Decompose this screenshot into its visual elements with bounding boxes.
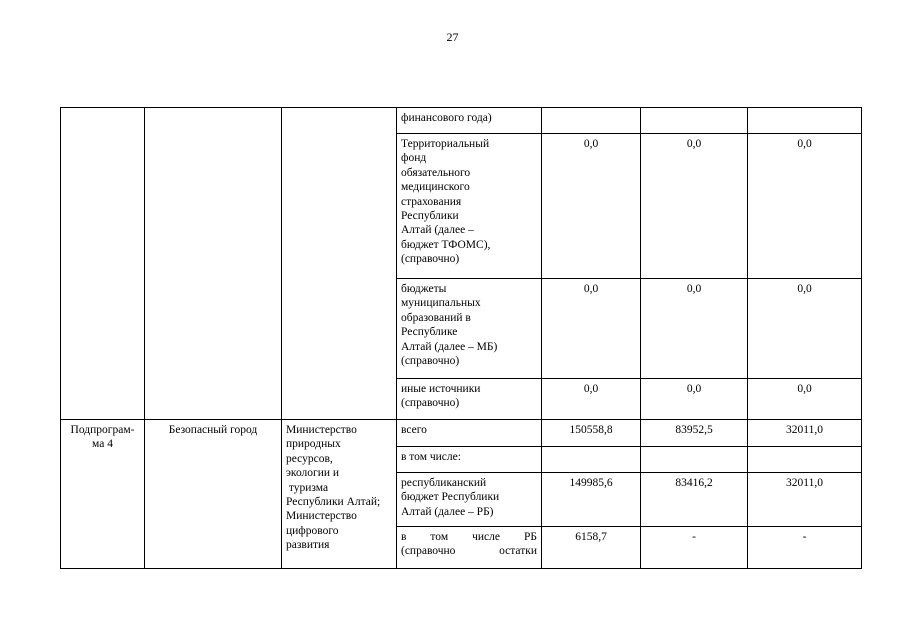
value-cell: 0,0 [748, 379, 862, 420]
text-line: (справочно) [401, 355, 460, 368]
text-line: развития [286, 539, 330, 552]
funding-source-cell [397, 420, 542, 447]
text-line: бюджет Республики [401, 491, 500, 504]
text-line: (справочно) [401, 253, 460, 266]
program-funding-table [60, 107, 862, 569]
page-number: 27 [446, 30, 459, 44]
value-cell [542, 447, 641, 473]
text-line: туризма [286, 481, 329, 494]
value-cell [748, 447, 862, 473]
text-line: Территориальный [401, 138, 490, 150]
text-line: бюджеты [401, 283, 447, 295]
value-cell: 0,0 [748, 279, 862, 379]
value-cell [542, 108, 641, 134]
value-cell: - [641, 527, 748, 569]
text-line: Министерство [286, 510, 357, 523]
text-line: бюджет ТФОМС), [401, 238, 491, 251]
empty-cell [145, 108, 282, 420]
word: остатки [499, 545, 537, 558]
text-line [401, 544, 537, 558]
text-line: обязательного [401, 166, 471, 179]
funding-source-cell [397, 447, 542, 473]
funding-source-cell [397, 134, 542, 279]
value-cell: 0,0 [542, 379, 641, 420]
funding-source-cell [397, 108, 542, 134]
value-cell: 6158,7 [542, 527, 641, 569]
text-line: образований в [401, 311, 471, 324]
text-line: всего [401, 424, 427, 436]
value-cell [641, 447, 748, 473]
value-cell: 149985,6 [542, 473, 641, 527]
text-line: Алтай (далее – [401, 224, 474, 237]
value-cell [748, 108, 862, 134]
value-cell: 150558,8 [542, 420, 641, 447]
word: РБ [523, 531, 537, 543]
funding-source-cell [397, 279, 542, 379]
value-cell: 0,0 [542, 134, 641, 279]
text-line: иные источники [401, 383, 481, 395]
value-cell: 83952,5 [641, 420, 748, 447]
value-cell: 0,0 [641, 279, 748, 379]
text-line [401, 530, 537, 544]
funding-source-cell [397, 527, 542, 569]
text-line: финансового года) [401, 112, 492, 124]
text-line: Министерство [286, 424, 357, 436]
executor-cell [282, 420, 397, 569]
text-line: Республики [401, 210, 459, 223]
funding-source-cell [397, 473, 542, 527]
text-line: (справочно) [401, 397, 460, 410]
word: том [430, 531, 449, 543]
empty-cell [282, 108, 397, 420]
value-cell: 83416,2 [641, 473, 748, 527]
text-line: муниципальных [401, 297, 481, 310]
table-row [61, 420, 862, 447]
value-cell: 0,0 [542, 279, 641, 379]
text-line: в том числе: [401, 451, 461, 463]
text-line: страхования [401, 195, 462, 208]
value-cell: 0,0 [748, 134, 862, 279]
value-cell: 0,0 [641, 379, 748, 420]
word: (справочно [401, 545, 456, 558]
subprogram-name-cell: Безопасный город [145, 420, 282, 569]
text-line: природных [286, 438, 341, 451]
text-line: Алтай (далее – МБ) [401, 340, 498, 353]
value-cell: 32011,0 [748, 420, 862, 447]
funding-source-cell [397, 379, 542, 420]
text-line: ма 4 [92, 438, 113, 451]
text-line: ресурсов, [286, 452, 333, 465]
empty-cell [61, 108, 145, 420]
text-line: фонд [401, 152, 427, 165]
value-cell: 32011,0 [748, 473, 862, 527]
text-line: Республики Алтай; [286, 496, 381, 509]
text-line: цифрового [286, 524, 339, 537]
word: в [401, 531, 407, 543]
text-line: Республике [401, 326, 458, 339]
value-cell: 0,0 [641, 134, 748, 279]
text-line: республиканский [401, 477, 487, 489]
word: числе [472, 531, 500, 543]
text-line: Алтай (далее – РБ) [401, 505, 494, 518]
value-cell [641, 108, 748, 134]
text-line: экологии и [286, 467, 340, 480]
table-row [61, 108, 862, 134]
text-line: медицинского [401, 181, 470, 194]
subprogram-label-cell [61, 420, 145, 569]
text-line: Подпрограм- [70, 424, 135, 436]
value-cell: - [748, 527, 862, 569]
